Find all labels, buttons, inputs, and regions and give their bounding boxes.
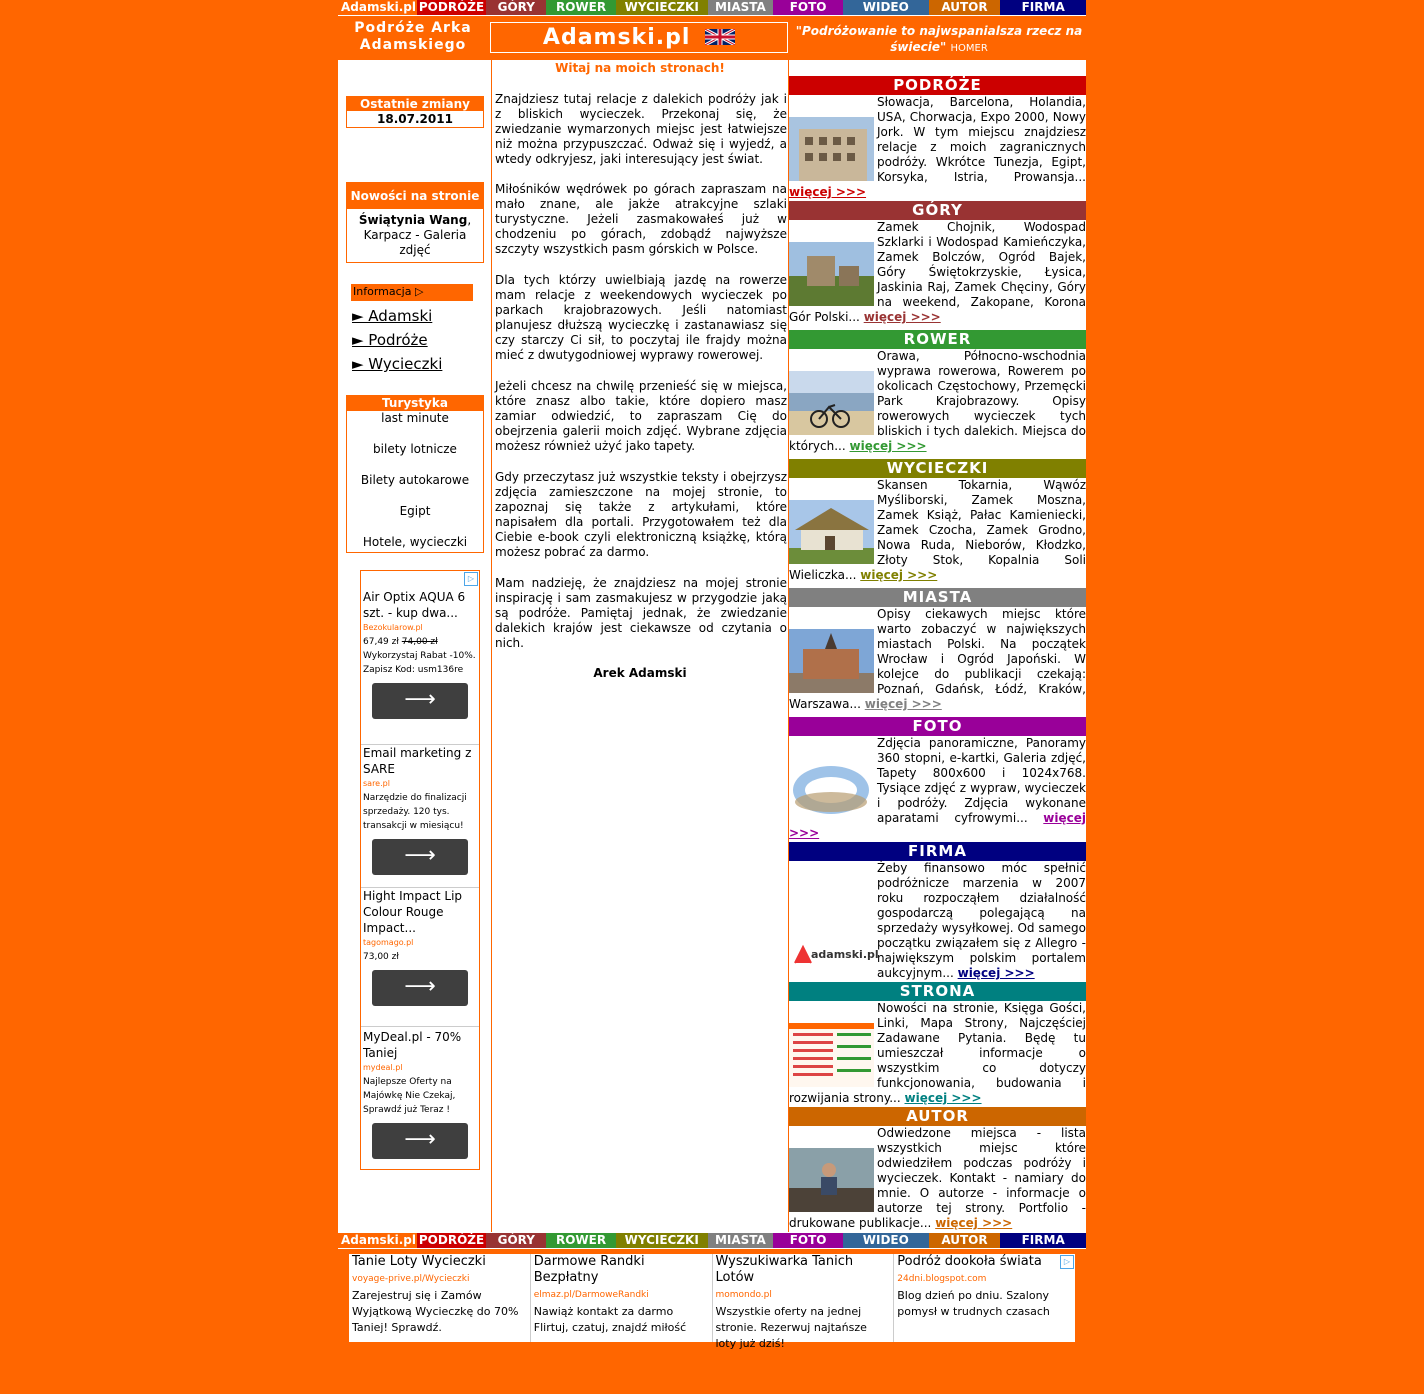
section-text: Opisy ciekawych miejsc które warto zobaczyć w największych miastach Polski. Na początek Wrocław i Ogród Japoński. W kolejce do publikacji czekają: Poznań, Gdańsk, Łódź, Kraków, Warszawa... <box>789 607 1086 711</box>
ad-arrow-button[interactable] <box>372 839 468 875</box>
nav-góry[interactable]: GÓRY <box>486 0 546 15</box>
section-miasta <box>789 588 1086 712</box>
section-text: Odwiedzone miejsca - lista wszystkich miejsc które odwiedziłem podczas podróży i wycieczek. Kontakt - namiary do mnie. O autorze - informacje o autorze tej strony. Portfolio - drukowane publikacje... <box>789 1126 1086 1230</box>
bottom-ad-title[interactable]: Podróż dookoła świata <box>897 1254 1042 1269</box>
section-text: Żeby finansowo móc spełnić podróżnicze marzenia w 2007 roku rozpocząłem działalność gospodarczą polegającą na sprzedaży wysyłkowej. Od samego początku związałem się z Allegro - największym polskim portalem aukcyjnym... <box>877 861 1086 980</box>
nav-wideo[interactable]: WIDEO <box>843 1233 929 1248</box>
town-hall-photo-image <box>789 629 874 693</box>
page-wrapper <box>338 0 1086 1249</box>
building-photo-image <box>789 117 874 181</box>
articles-paragraph: Gdy przeczytasz już wszystkie teksty i obejrzysz zdjęcia zamieszczone na mojej stronie, to zapoznaj się także z artykułami, które napisałem dla portali. Przygotowałem też dla Ciebie e-book czyli elektroniczną książkę, którą możesz pobrać za darmo. <box>495 470 787 559</box>
ad-source[interactable]: tagomago.pl <box>363 938 414 947</box>
more-link[interactable]: więcej >>> <box>849 439 927 453</box>
left-ads <box>360 570 480 1170</box>
header <box>338 16 1086 60</box>
header-quote <box>794 23 1084 57</box>
section-header[interactable]: PODRÓŻE <box>789 76 1086 95</box>
arrow-right-icon: ⟶ <box>404 1127 436 1152</box>
news-box <box>346 182 484 263</box>
site-title-line2: Adamskiego <box>359 37 467 53</box>
news-content[interactable] <box>347 209 483 262</box>
intro-paragraph: Znajdziesz tutaj relacje z dalekich podróży jak i z bliskich wycieczek. Przekonaj się, że zwiedzanie wymarzonych miejsc jest łatwiejsze niż można przypuszczać. Odważ się i wyjedź, a wtedy odkryjesz, jaki interesujący jest świat. <box>495 92 787 166</box>
bicycle-lake-photo-image <box>789 371 874 435</box>
turystyka-title: Turystyka <box>347 396 483 411</box>
section-rower <box>789 330 1086 454</box>
bottom-ad-desc: Nawiąż kontakt za darmo Flirtuj, czatuj, znajdź miłość <box>533 1305 687 1334</box>
castle-ruins-photo[interactable] <box>789 242 874 306</box>
bottom-ad[interactable] <box>349 1254 531 1342</box>
section-header[interactable]: ROWER <box>789 330 1086 349</box>
nav-home[interactable]: Adamski.pl <box>338 1233 417 1248</box>
bottom-ad[interactable] <box>713 1254 895 1350</box>
uk-flag-icon[interactable] <box>705 29 735 45</box>
castle-ruins-photo-image <box>789 242 874 306</box>
section-autor <box>789 1107 1086 1231</box>
more-link[interactable]: więcej >>> <box>935 1216 1013 1230</box>
nav-foto[interactable]: FOTO <box>773 0 843 15</box>
bicycle-lake-photo[interactable] <box>789 371 874 435</box>
nav-foto[interactable]: FOTO <box>773 1233 843 1248</box>
section-header[interactable]: FIRMA <box>789 842 1086 861</box>
section-body <box>789 1126 1086 1231</box>
bike-paragraph: Dla tych którzy uwielbiają jazdę na rowerze mam relacje z weekendowych wycieczek po parkach krajobrazowych. Jeśli natomiast planujesz dłuższą wycieczkę i zastanawiasz się czy starczy Ci sił, to poczytaj ile frajdy można mieć z dwutygodniowej wyprawy rowerowej. <box>495 273 787 362</box>
section-header[interactable]: GÓRY <box>789 201 1086 220</box>
info-bar <box>351 284 473 301</box>
bottom-ad-title[interactable]: Darmowe Randki Bezpłatny <box>533 1254 645 1285</box>
link-wycieczki[interactable] <box>352 352 442 376</box>
welcome-heading: Witaj na moich stronach! <box>555 61 725 75</box>
section-header[interactable]: MIASTA <box>789 588 1086 607</box>
section-text: Nowości na stronie, Księga Gości, Linki, Mapa Strony, Najczęściej Zadawane Pytania. Będę tu umieszczał informacje o wszystkim co dotyczy funkcjonowania, budowania i rozwijania strony... <box>789 1001 1086 1105</box>
site-title[interactable] <box>338 20 488 54</box>
nav-autor[interactable]: AUTOR <box>929 0 1001 15</box>
section-header[interactable]: AUTOR <box>789 1107 1086 1126</box>
nav-miasta[interactable]: MIASTA <box>708 0 774 15</box>
ad-desc: Narzędzie do finalizacji sprzedaży. 120 tys. transakcji w miesiącu! <box>363 793 467 831</box>
arrow-right-icon: ⟶ <box>404 687 436 712</box>
section-strona <box>789 982 1086 1106</box>
info-label: Informacja <box>353 285 412 298</box>
last-changes-title: Ostatnie zmiany <box>347 97 483 111</box>
left-links <box>352 304 442 376</box>
nav-podróże[interactable]: PODRÓŻE <box>417 1233 487 1248</box>
quote-text: "Podróżowanie to najwspanialsza rzecz na świecie" <box>795 24 1083 54</box>
turystyka-item[interactable]: last minute <box>381 411 449 425</box>
bottom-ad-source[interactable]: elmaz.pl/DarmoweRandki <box>533 1290 649 1300</box>
site-screenshot[interactable] <box>789 1023 874 1087</box>
bottom-ad-title[interactable]: Wyszukiwarka Tanich Lotów <box>715 1254 854 1285</box>
bottom-ad[interactable] <box>894 1254 1075 1342</box>
section-firma <box>789 842 1086 987</box>
bottom-ad-source[interactable]: voyage-prive.pl/Wycieczki <box>352 1274 470 1284</box>
arrow-right-icon: ⟶ <box>404 974 436 999</box>
panorama-ring-photo[interactable] <box>789 758 874 822</box>
more-link[interactable]: więcej >>> <box>789 811 1086 840</box>
ad-title[interactable]: Air Optix AQUA 6 szt. - kup dwa... <box>363 590 466 620</box>
nav-wycieczki[interactable]: WYCIECZKI <box>616 1233 708 1248</box>
section-text: Zdjęcia panoramiczne, Panoramy 360 stopni, e-kartki, Galeria zdjęć, Tapety 800x600 i 1024x768. Tysiące zdjęć z wypraw, wycieczek i podróży. Zdjęcia wykonane aparatami cyfrowymi... <box>877 736 1086 825</box>
gallery-paragraph: Jeżeli chcesz na chwilę przenieść się w miejsca, które znasz albo takie, które dopiero masz zamiar odwiedzić, to zapraszam Cię do obejrzenia galerii moich zdjęć. Wybrane zdjęcia możesz również użyć jako tapety. <box>495 379 787 453</box>
section-wycieczki <box>789 459 1086 583</box>
adchoices-icon[interactable]: ▷ <box>1060 1255 1074 1269</box>
center-column <box>492 60 789 1232</box>
bottom-ad[interactable] <box>531 1254 713 1342</box>
section-text: Zamek Chojnik, Wodospad Szklarki i Wodospad Kamieńczyka, Zamek Bolczów, Ogród Bajek, Góry Świętokrzyskie, Łysica, Jaskinia Raj, Zamek Chęciny, Góry na weekend, Zakopane, Korona Gór Polski... <box>789 220 1086 324</box>
section-body <box>789 607 1086 712</box>
thatched-cottage-photo-image <box>789 500 874 564</box>
ad-unit[interactable] <box>361 1029 479 1167</box>
nav-rower[interactable]: ROWER <box>546 0 616 15</box>
panorama-ring-photo-image <box>789 758 874 822</box>
play-icon: ▷ <box>414 285 424 298</box>
turystyka-item[interactable]: Egipt <box>399 504 431 518</box>
ad-source[interactable]: Bezokularow.pl <box>363 623 423 632</box>
link-adamski-label[interactable]: ► Adamski <box>352 307 433 325</box>
author-photo[interactable] <box>789 1148 874 1212</box>
logo-box[interactable] <box>490 22 788 53</box>
arrow-right-icon: ⟶ <box>404 843 436 868</box>
section-body <box>789 349 1086 454</box>
thatched-cottage-photo[interactable] <box>789 500 874 564</box>
nav-autor[interactable]: AUTOR <box>929 1233 1001 1248</box>
section-body <box>789 95 1086 200</box>
last-changes-box <box>346 96 484 128</box>
section-text: Orawa, Północno-wschodnia wyprawa rowerowa, Rowerem po okolicach Częstochowy, Przemęcki Park Krajobrazowy. Opisy rowerowych wycieczek tych bliskich i tych dalekich. Miejsca do których... <box>789 349 1086 453</box>
main-content <box>338 60 1086 1232</box>
section-body <box>789 478 1086 583</box>
section-body <box>789 1001 1086 1106</box>
ad-arrow-button[interactable] <box>372 970 468 1006</box>
bottom-ad-source[interactable]: momondo.pl <box>715 1290 772 1300</box>
link-wycieczki-label[interactable]: ► Wycieczki <box>352 355 443 373</box>
bottom-nav <box>338 1232 1086 1249</box>
news-rest: , Karpacz - Galeria zdjęć <box>363 213 472 257</box>
more-link[interactable]: więcej >>> <box>864 697 942 711</box>
ad-arrow-button[interactable] <box>372 683 468 719</box>
nav-wycieczki[interactable]: WYCIECZKI <box>616 0 708 15</box>
news-title: Nowości na stronie <box>347 183 483 209</box>
last-changes-date: 18.07.2011 <box>377 112 453 126</box>
signature: Arek Adamski <box>593 666 687 680</box>
bottom-ad-title[interactable]: Tanie Loty Wycieczki <box>352 1254 486 1269</box>
left-column <box>338 60 492 1232</box>
link-adamski[interactable] <box>352 304 442 328</box>
site-screenshot-image <box>789 1023 874 1087</box>
bottom-ad-desc: Zarejestruj się i Zamów Wyjątkową Wycieczkę do 70% Taniej! Sprawdź. <box>352 1289 519 1334</box>
ad-title[interactable]: Email marketing z SARE <box>363 746 472 776</box>
more-link[interactable]: więcej >>> <box>904 1091 982 1105</box>
ad-unit[interactable] <box>361 745 479 888</box>
ad-price: 73,00 zł <box>363 952 399 962</box>
building-photo[interactable] <box>789 117 874 181</box>
ad-title[interactable]: MyDeal.pl - 70% Taniej <box>363 1030 462 1060</box>
adchoices-icon[interactable]: ▷ <box>464 572 478 586</box>
more-link[interactable]: więcej >>> <box>860 568 938 582</box>
turystyka-item[interactable]: Bilety autokarowe <box>360 473 470 487</box>
section-body <box>789 220 1086 325</box>
turystyka-box <box>346 395 484 553</box>
section-góry <box>789 201 1086 325</box>
bottom-ads <box>349 1254 1075 1350</box>
site-title-line1: Podróże Arka <box>354 20 472 36</box>
nav-miasta[interactable]: MIASTA <box>708 1233 774 1248</box>
more-link[interactable]: więcej >>> <box>863 310 941 324</box>
bottom-ad-source[interactable]: 24dni.blogspot.com <box>897 1274 987 1284</box>
nav-home[interactable]: Adamski.pl <box>338 0 417 15</box>
link-podroze[interactable] <box>352 328 442 352</box>
nav-podróże[interactable]: PODRÓŻE <box>417 0 487 15</box>
quote-author: HOMER <box>950 43 988 54</box>
logo-text: Adamski.pl <box>542 25 691 50</box>
section-text: Skansen Tokarnia, Wąwóz Myśliborski, Zamek Moszna, Zamek Książ, Pałac Kamieniecki, Zamek Czocha, Zamek Grodno, Nowa Ruda, Nieborów, Kłodzko, Złoty Stok, Kopalnia Soli Wieliczka... <box>789 478 1086 582</box>
nav-firma[interactable]: FIRMA <box>1000 0 1086 15</box>
ad-unit[interactable] <box>361 888 479 1027</box>
ad-price-old: 74,00 zł <box>401 637 438 647</box>
right-column <box>789 60 1086 1232</box>
nav-góry[interactable]: GÓRY <box>486 1233 546 1248</box>
section-header[interactable]: STRONA <box>789 982 1086 1001</box>
more-link[interactable]: więcej >>> <box>957 966 1035 980</box>
news-link[interactable]: Świątynia Wang <box>358 213 468 227</box>
ad-unit[interactable] <box>361 589 479 745</box>
author-photo-image <box>789 1148 874 1212</box>
section-podróże <box>789 76 1086 200</box>
turystyka-item[interactable]: bilety lotnicze <box>373 442 457 456</box>
turystyka-item[interactable]: Hotele, wycieczki <box>362 535 468 549</box>
section-body <box>789 861 1086 981</box>
closing-paragraph: Mam nadzieję, że znajdziesz na mojej stronie inspirację i sam zasmakujesz w przygodzie jaką są podróże. Pamiętaj jednak, że zwiedzanie dalekich krajów jest ciekawsze od czytania o nich. <box>495 576 787 650</box>
section-header[interactable]: WYCIECZKI <box>789 459 1086 478</box>
link-podroze-label[interactable]: ► Podróże <box>352 331 428 349</box>
nav-wideo[interactable]: WIDEO <box>843 0 929 15</box>
ad-source[interactable]: sare.pl <box>363 779 390 788</box>
town-hall-photo[interactable] <box>789 629 874 693</box>
ad-desc: Wykorzystaj Rabat -10%. Zapisz Kod: usm136re <box>363 651 476 675</box>
ad-desc: Najlepsze Oferty na Majówkę Nie Czekaj, Sprawdź już Teraz ! <box>363 1077 456 1115</box>
ad-price-new: 67,49 zł <box>363 637 399 647</box>
section-text: Słowacja, Barcelona, Holandia, USA, Chorwacja, Expo 2000, Nowy Jork. W tym miejscu znajdziesz relacje z moich zagranicznych podróży. Wkrótce Tunezja, Egipt, Korsyka, Istria, Prowansja... <box>877 95 1086 184</box>
mountains-paragraph: Miłośników wędrówek po górach zapraszam na mało znane, ale jakże atrakcyjne szlaki turystyczne. Jeżeli zasmakowałeś już w chodzeniu po górach, zdobądź najwyższe szczyty wszystkich pasm górskich w Polsce. <box>495 182 787 256</box>
section-body <box>789 736 1086 841</box>
adamski-logo-text: adamski.pl <box>811 948 879 961</box>
adamski-logo[interactable] <box>789 921 879 985</box>
ad-source[interactable]: mydeal.pl <box>363 1063 403 1072</box>
bottom-ad-desc: Wszystkie oferty na jednej stronie. Rezerwuj najtańsze loty już dziś! <box>715 1305 867 1350</box>
ad-title[interactable]: Hight Impact Lip Colour Rouge Impact... <box>363 889 463 935</box>
nav-firma[interactable]: FIRMA <box>1000 1233 1086 1248</box>
bottom-ad-desc: Blog dzień po dniu. Szalony pomysł w trudnych czasach <box>897 1289 1050 1318</box>
section-foto <box>789 717 1086 841</box>
nav-rower[interactable]: ROWER <box>546 1233 616 1248</box>
ad-price <box>361 635 479 649</box>
top-nav <box>338 0 1086 16</box>
ad-arrow-button[interactable] <box>372 1123 468 1159</box>
section-header[interactable]: FOTO <box>789 717 1086 736</box>
more-link[interactable]: więcej >>> <box>789 185 867 199</box>
turystyka-list <box>347 403 483 558</box>
